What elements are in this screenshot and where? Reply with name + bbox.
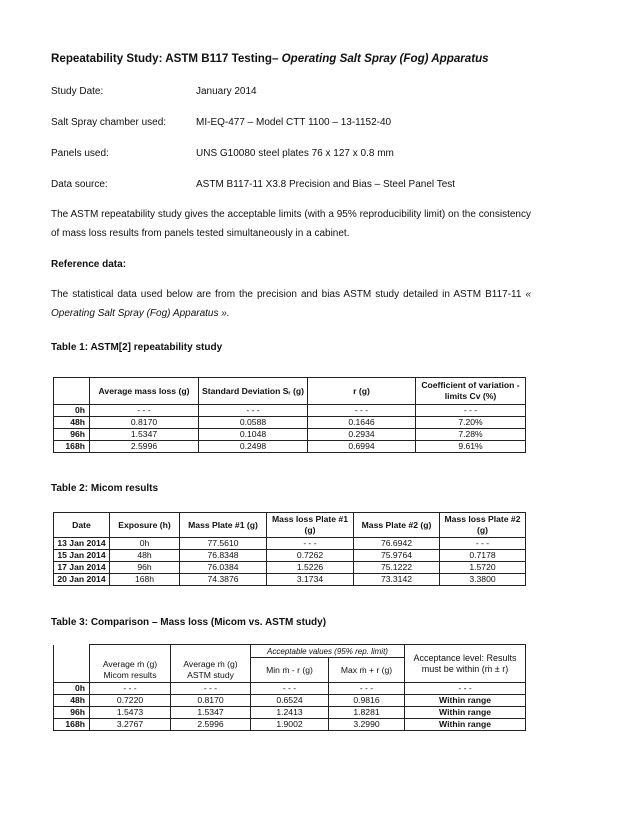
table3-blank-cell (90, 645, 171, 658)
table-cell: 0.6524 (251, 695, 329, 707)
table-row (54, 405, 526, 417)
table-cell: 76.6942 (354, 538, 440, 550)
within-range-status: Within range (405, 695, 526, 707)
within-range-status: Within range (405, 719, 526, 731)
table-cell: 13 Jan 2014 (54, 538, 110, 550)
acceptance-level-header: Acceptance level: Results must be within (ṁ ± r) (405, 645, 526, 683)
table-row (54, 429, 526, 441)
table-cell: 77.5610 (180, 538, 267, 550)
table3-corner-cell (54, 645, 90, 658)
table3-header: Average ṁ (g) ASTM study (171, 658, 251, 683)
table-cell: 2.5996 (171, 719, 251, 731)
table-cell: 3.2990 (329, 719, 405, 731)
table-cell: - - - (90, 683, 171, 695)
table-cell: 7.20% (416, 417, 526, 429)
table-cell: 0.8170 (171, 695, 251, 707)
reference-heading: Reference data: (51, 259, 127, 270)
table-row (54, 441, 526, 453)
table-cell: 0.7262 (267, 550, 354, 562)
table-cell: 3.1734 (267, 574, 354, 586)
table-cell: 1.5720 (440, 562, 526, 574)
table-cell: 73.3142 (354, 574, 440, 586)
table1-header: Coefficient of variation - limits Cv (%) (416, 378, 526, 405)
table-cell: 3.2767 (90, 719, 171, 731)
table-cell: 1.8281 (329, 707, 405, 719)
intro-paragraph: The ASTM repeatability study gives the acceptable limits (with a 95% reproducibility limit) on the consistency of mass loss results from panels tested simultaneously in a cabinet. (51, 209, 531, 239)
table-row (54, 550, 526, 562)
table-cell: 3.3800 (440, 574, 526, 586)
table-cell: 168h (54, 441, 90, 453)
meta-label-panels: Panels used: (51, 148, 109, 159)
table-row (54, 683, 526, 695)
table-cell: 168h (54, 719, 90, 731)
document-title: Repeatability Study: ASTM B117 Testing– Operating Salt Spray (Fog) Apparatus (51, 52, 489, 65)
table-cell: - - - (90, 405, 199, 417)
table-cell: 9.61% (416, 441, 526, 453)
table-cell: 0.2498 (199, 441, 308, 453)
table2-header: Mass Plate #1 (g) (180, 513, 267, 538)
meta-value-study-date: January 2014 (196, 86, 257, 97)
meta-value-chamber: MI-EQ-477 – Model CTT 1100 – 13-1152-40 (196, 117, 392, 128)
table-cell: 0.2934 (308, 429, 416, 441)
table-cell: - - - (329, 683, 405, 695)
table-row (54, 562, 526, 574)
meta-value-panels: UNS G10080 steel plates 76 x 127 x 0.8 mm (196, 148, 394, 159)
table-cell: 1.5226 (267, 562, 354, 574)
table-cell: 1.5347 (90, 429, 199, 441)
table-cell: - - - (251, 683, 329, 695)
table-cell: 48h (54, 695, 90, 707)
table1-corner-cell (54, 378, 90, 405)
table3-header: Average ṁ (g) Micom results (90, 658, 171, 683)
table-cell: 0.7220 (90, 695, 171, 707)
comparison-table (53, 644, 526, 731)
table-cell: 76.0384 (180, 562, 267, 574)
table-cell: 20 Jan 2014 (54, 574, 110, 586)
table-cell: 96h (54, 429, 90, 441)
table-cell: 17 Jan 2014 (54, 562, 110, 574)
table-cell: 1.9002 (251, 719, 329, 731)
table-cell: - - - (405, 683, 526, 695)
table-cell: 0h (54, 683, 90, 695)
table-cell: 0h (110, 538, 180, 550)
table3-blank-cell (171, 645, 251, 658)
table-cell: 168h (110, 574, 180, 586)
table-cell: 75.1222 (354, 562, 440, 574)
table-cell: 0.1048 (199, 429, 308, 441)
meta-label-data-source: Data source: (51, 179, 108, 190)
table2-caption: Table 2: Micom results (51, 483, 159, 494)
table-cell: 1.5347 (171, 707, 251, 719)
table-cell: 0.1646 (308, 417, 416, 429)
table1-header: r (g) (308, 378, 416, 405)
table-cell: 1.2413 (251, 707, 329, 719)
meta-value-data-source: ASTM B117-11 X3.8 Precision and Bias – Steel Panel Test (196, 179, 456, 190)
table1-header: Average mass loss (g) (90, 378, 199, 405)
table-cell: 74.3876 (180, 574, 267, 586)
table3-caption: Table 3: Comparison – Mass loss (Micom vs. ASTM study) (51, 617, 327, 628)
table-cell: 0.6994 (308, 441, 416, 453)
table-row (54, 719, 526, 731)
table-cell: 7.28% (416, 429, 526, 441)
table3-blank-cell (54, 658, 90, 683)
table-row (54, 707, 526, 719)
table-cell: 0.9816 (329, 695, 405, 707)
table-cell: 0.7178 (440, 550, 526, 562)
table3-header: Max ṁ + r (g) (329, 658, 405, 683)
table-row (54, 574, 526, 586)
table-cell: 0h (54, 405, 90, 417)
table2-header: Date (54, 513, 110, 538)
table-cell: - - - (440, 538, 526, 550)
acceptable-values-header: Acceptable values (95% rep. limit) (251, 645, 405, 658)
table2-header: Exposure (h) (110, 513, 180, 538)
table1-caption: Table 1: ASTM[2] repeatability study (51, 342, 223, 353)
table-cell: 1.5473 (90, 707, 171, 719)
table-cell: 75.9764 (354, 550, 440, 562)
table-cell: - - - (416, 405, 526, 417)
within-range-status: Within range (405, 707, 526, 719)
meta-label-study-date: Study Date: (51, 86, 104, 97)
table-cell: - - - (267, 538, 354, 550)
table-row (54, 417, 526, 429)
table-cell: - - - (308, 405, 416, 417)
table-cell: 48h (110, 550, 180, 562)
meta-label-chamber: Salt Spray chamber used: (51, 117, 167, 128)
table-cell: - - - (199, 405, 308, 417)
table-cell: 15 Jan 2014 (54, 550, 110, 562)
table2-header: Mass Plate #2 (g) (354, 513, 440, 538)
table-cell: 48h (54, 417, 90, 429)
table-cell: 2.5996 (90, 441, 199, 453)
table-row (54, 538, 526, 550)
micom-results-table (53, 512, 526, 586)
table2-header: Mass loss Plate #1 (g) (267, 513, 354, 538)
table-row (54, 695, 526, 707)
table-cell: - - - (171, 683, 251, 695)
table3-header: Min ṁ - r (g) (251, 658, 329, 683)
table-cell: 76.8348 (180, 550, 267, 562)
reference-paragraph: The statistical data used below are from the precision and bias ASTM study detailed in ASTM B117-11 « Operating Salt Spray (Fog) Apparatus ». (51, 289, 531, 319)
table-cell: 0.8170 (90, 417, 199, 429)
table-cell: 96h (54, 707, 90, 719)
table-cell: 96h (110, 562, 180, 574)
table2-header: Mass loss Plate #2 (g) (440, 513, 526, 538)
table-cell: 0.0588 (199, 417, 308, 429)
table1-header: Standard Deviation Sᵣ (g) (199, 378, 308, 405)
astm-repeatability-table (53, 377, 526, 453)
